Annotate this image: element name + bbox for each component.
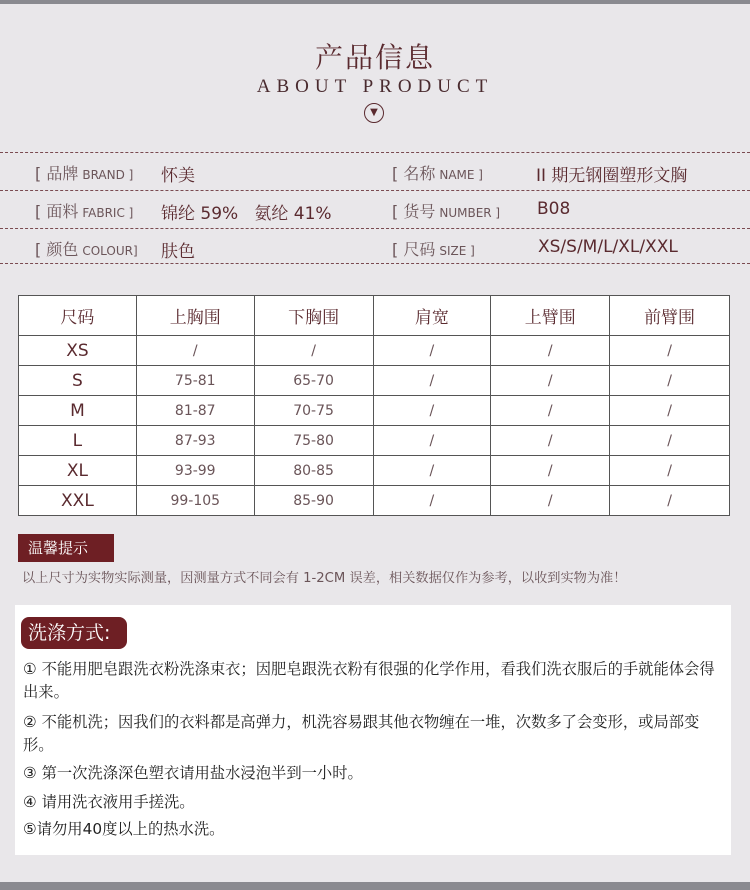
table-cell: / <box>373 426 491 456</box>
info-row-fabric-number <box>0 190 750 226</box>
name-label: [ 名称 NAME ] <box>392 164 483 183</box>
table-cell: 99-105 <box>136 486 254 516</box>
table-cell: XL <box>19 456 137 486</box>
column-header: 肩宽 <box>373 296 491 336</box>
table-cell: / <box>610 396 730 426</box>
table-row <box>19 486 730 516</box>
wash-item: ① 不能用肥皂跟洗衣粉洗涤束衣；因肥皂跟洗衣粉有很强的化学作用，看我们洗衣服后的手就能体会得出来。 <box>23 660 715 701</box>
brand-value: 怀美 <box>161 166 195 186</box>
table-cell: / <box>610 456 730 486</box>
table-cell: 93-99 <box>136 456 254 486</box>
brand-label: [ 品牌 BRAND ] <box>35 164 134 183</box>
name-value: II 期无钢圈塑形文胸 <box>536 166 688 186</box>
table-cell: 87-93 <box>136 426 254 456</box>
fabric-value: 锦纶 59% 氨纶 41% <box>161 204 332 224</box>
table-cell: / <box>491 486 610 516</box>
table-cell: 65-70 <box>254 366 373 396</box>
chevron-down-circle-icon: ▼ <box>364 103 384 123</box>
table-cell: / <box>610 366 730 396</box>
column-header: 上臂围 <box>491 296 610 336</box>
table-row <box>19 456 730 486</box>
table-cell: M <box>19 396 137 426</box>
wash-badge: 洗涤方式: <box>21 617 127 649</box>
colour-label: [ 颜色 COLOUR] <box>35 240 138 259</box>
size-value: XS/S/M/L/XL/XXL <box>538 237 678 257</box>
table-cell: / <box>610 426 730 456</box>
wash-instructions-panel <box>15 605 731 855</box>
table-cell: 75-80 <box>254 426 373 456</box>
table-cell: / <box>373 336 491 366</box>
table-cell: / <box>491 366 610 396</box>
table-cell: 80-85 <box>254 456 373 486</box>
table-cell: 85-90 <box>254 486 373 516</box>
table-row <box>19 336 730 366</box>
tip-text: 以上尺寸为实物实际测量，因测量方式不同会有 1-2CM 误差，相关数据仅作为参考，以收到实物为准！ <box>22 571 627 586</box>
table-header-row <box>19 296 730 336</box>
colour-value: 肤色 <box>161 242 195 262</box>
table-cell: / <box>491 336 610 366</box>
tip-badge: 温馨提示 <box>18 534 114 562</box>
table-cell: / <box>610 336 730 366</box>
info-row-colour-size <box>0 228 750 264</box>
size-chart-table <box>18 295 730 516</box>
table-cell: / <box>373 396 491 426</box>
wash-item: ③ 第一次洗涤深色塑衣请用盐水浸泡半到一小时。 <box>23 764 363 782</box>
page-title: 产品信息 <box>314 41 435 74</box>
column-header: 前臂围 <box>610 296 730 336</box>
table-cell: 70-75 <box>254 396 373 426</box>
table-row <box>19 366 730 396</box>
table-cell: 75-81 <box>136 366 254 396</box>
table-cell: / <box>373 486 491 516</box>
column-header: 上胸围 <box>136 296 254 336</box>
table-cell: / <box>136 336 254 366</box>
table-row <box>19 396 730 426</box>
page-subtitle: ABOUT PRODUCT <box>256 76 494 97</box>
wash-item: ② 不能机洗；因我们的衣料都是高弹力，机洗容易跟其他衣物缠在一堆，次数多了会变形，或局部变形。 <box>23 713 700 754</box>
table-cell: / <box>610 486 730 516</box>
wash-item: ④ 请用洗衣液用手搓洗。 <box>23 793 195 811</box>
table-cell: / <box>491 396 610 426</box>
item-no-label: [ 货号 NUMBER ] <box>392 202 501 221</box>
size-label: [ 尺码 SIZE ] <box>392 240 475 259</box>
table-cell: / <box>254 336 373 366</box>
wash-item: ⑤请勿用40度以上的热水洗。 <box>23 820 225 838</box>
bottom-border <box>0 882 750 890</box>
table-cell: 81-87 <box>136 396 254 426</box>
column-header: 下胸围 <box>254 296 373 336</box>
table-cell: S <box>19 366 137 396</box>
table-cell: / <box>373 366 491 396</box>
top-border <box>0 0 750 4</box>
column-header: 尺码 <box>19 296 137 336</box>
table-row <box>19 426 730 456</box>
table-cell: / <box>373 456 491 486</box>
table-cell: XXL <box>19 486 137 516</box>
info-row-brand-name <box>0 152 750 188</box>
table-cell: L <box>19 426 137 456</box>
fabric-label: [ 面料 FABRIC ] <box>35 202 134 221</box>
item-no-value: B08 <box>537 199 571 219</box>
table-cell: XS <box>19 336 137 366</box>
table-cell: / <box>491 426 610 456</box>
table-cell: / <box>491 456 610 486</box>
